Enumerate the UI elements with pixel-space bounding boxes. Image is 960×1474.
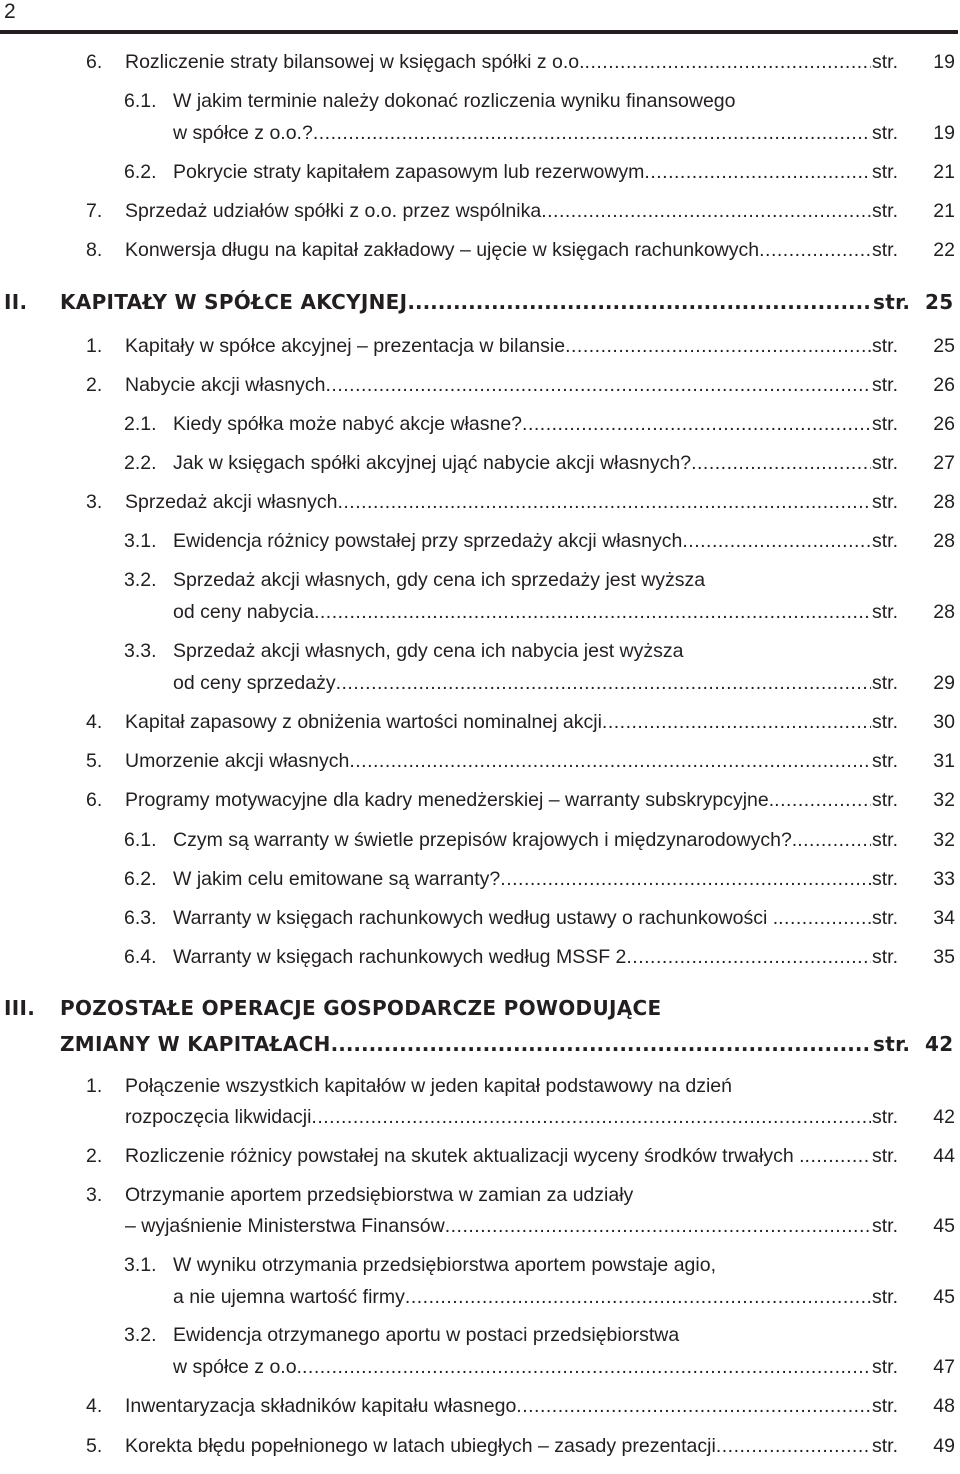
toc-entry-title: Sprzedaż udziałów spółki z o.o. przez wspólnika: [125, 200, 542, 222]
toc-entry-title: rozpoczęcia likwidacji: [125, 1106, 312, 1128]
toc-page-number: 49: [933, 1435, 955, 1457]
dot-leader: [691, 451, 871, 475]
toc-page-number: 19: [933, 51, 955, 73]
page-label: str.: [872, 1395, 899, 1417]
dot-leader: [349, 749, 871, 773]
page-label: str.: [872, 750, 899, 772]
toc-entry-title-line: Otrzymanie aportem przedsiębiorstwa w zamian za udziały: [125, 1184, 634, 1206]
toc-entry-number: 8.: [86, 239, 103, 261]
page-label: str.: [872, 789, 899, 811]
dot-leader: [602, 710, 871, 734]
toc-entry-number: 3.: [86, 491, 103, 513]
toc-page-number: 28: [933, 601, 955, 623]
page-label: str.: [872, 711, 899, 733]
toc-page-number: 21: [933, 200, 955, 222]
dot-leader: [326, 373, 872, 397]
page-label: str.: [872, 1145, 899, 1167]
toc-entry-number: 6.: [86, 789, 103, 811]
page-label: str.: [872, 335, 899, 357]
toc-entry-number: 5.: [86, 750, 103, 772]
toc-entry-title-line: W jakim terminie należy dokonać rozliczenia wyniku finansowego: [173, 90, 736, 112]
toc-entry-title: ZMIANY W KAPITAŁACH: [60, 1032, 331, 1056]
toc-page-number: 25: [933, 335, 955, 357]
dot-leader: [331, 1032, 872, 1056]
page-label: str.: [872, 1106, 899, 1128]
toc-entry-title-line: POZOSTAŁE OPERACJE GOSPODARCZE POWODUJĄCE: [60, 996, 662, 1020]
toc-page-number: 22: [933, 239, 955, 261]
toc-entry-number: 6.3.: [124, 907, 157, 929]
toc-entry-number: 1.: [86, 1075, 103, 1097]
page-label: str.: [872, 1356, 899, 1378]
page-label: str.: [872, 601, 899, 623]
toc-entry-title: Kapitał zapasowy z obniżenia wartości nominalnej akcji: [125, 711, 602, 733]
toc-page-number: 33: [933, 868, 955, 890]
dot-leader: [778, 906, 871, 930]
toc-page-number: 42: [933, 1106, 955, 1128]
toc-page-number: 29: [933, 672, 955, 694]
page-label: str.: [872, 1435, 899, 1457]
dot-leader: [445, 1214, 871, 1238]
toc-page-number: 47: [933, 1356, 955, 1378]
toc-entry-title: Warranty w księgach rachunkowych według ustawy o rachunkowości .: [173, 907, 779, 929]
toc-entry-title: Czym są warranty w świetle przepisów krajowych i międzynarodowych?.: [173, 829, 798, 851]
toc-entry-title: Ewidencja różnicy powstałej przy sprzedaży akcji własnych: [173, 530, 683, 552]
toc-page-number: 26: [933, 374, 955, 396]
dot-leader: [774, 788, 871, 812]
toc-entry-title-line: W wyniku otrzymania przedsiębiorstwa aportem powstaje agio,: [173, 1254, 716, 1276]
toc-entry-title: Warranty w księgach rachunkowych według MSSF 2: [173, 946, 627, 968]
toc-entry-title-line: Sprzedaż akcji własnych, gdy cena ich nabycia jest wyższa: [173, 640, 684, 662]
toc-entry-title: Kiedy spółka może nabyć akcje własne?: [173, 413, 523, 435]
dot-leader: [405, 1285, 871, 1309]
toc-entry-title: od ceny nabycia: [173, 601, 314, 623]
toc-entry-title: Inwentaryzacja składników kapitału własnego: [125, 1395, 517, 1417]
dot-leader: [797, 828, 871, 852]
toc-entry-title: Kapitały w spółce akcyjnej – prezentacja w bilansie: [125, 335, 566, 357]
toc-entry-title: a nie ujemna wartość firmy: [173, 1286, 405, 1308]
page-label: str.: [873, 1032, 911, 1056]
toc-page-number: 42: [925, 1032, 954, 1056]
dot-leader: [313, 121, 871, 145]
toc-entry-number: II.: [4, 290, 28, 314]
toc-page-number: 35: [933, 946, 955, 968]
toc-page-number: 19: [933, 122, 955, 144]
dot-leader: [522, 412, 871, 436]
toc-entry-title: Programy motywacyjne dla kadry menedżerskiej – warranty subskrypcyjne.: [125, 789, 775, 811]
toc-entry-number: 7.: [86, 200, 103, 222]
toc-page-number: 28: [933, 530, 955, 552]
page-label: str.: [872, 1286, 899, 1308]
page-label: str.: [872, 946, 899, 968]
page-label: str.: [873, 290, 911, 314]
toc-entry-number: 6.2.: [124, 161, 157, 183]
dot-leader: [759, 238, 871, 262]
toc-entry-number: 6.1.: [124, 90, 157, 112]
toc-entry-number: 6.2.: [124, 868, 157, 890]
dot-leader: [716, 1434, 871, 1458]
dot-leader: [302, 1355, 871, 1379]
page-label: str.: [872, 1215, 899, 1237]
toc-entry-number: 6.: [86, 51, 103, 73]
toc-entry-number: 3.2.: [124, 569, 157, 591]
toc-page-number: 48: [933, 1395, 955, 1417]
toc-entry-title: Pokrycie straty kapitałem zapasowym lub rezerwowym: [173, 161, 645, 183]
dot-leader: [585, 50, 871, 74]
page-label: str.: [872, 161, 899, 183]
toc-entry-number: 3.2.: [124, 1324, 157, 1346]
toc-entry-number: 4.: [86, 1395, 103, 1417]
dot-leader: [336, 671, 871, 695]
page-label: str.: [872, 868, 899, 890]
toc-page-number: 44: [933, 1145, 955, 1167]
toc-entry-title: Korekta błędu popełnionego w latach ubiegłych – zasady prezentacji: [125, 1435, 716, 1457]
toc-entry-title: Umorzenie akcji własnych: [125, 750, 350, 772]
toc-entry-number: 6.1.: [124, 829, 157, 851]
toc-entry-number: 5.: [86, 1435, 103, 1457]
dot-leader: [682, 529, 871, 553]
toc-entry-number: 3.: [86, 1184, 103, 1206]
page-label: str.: [872, 374, 899, 396]
dot-leader: [626, 945, 871, 969]
page-label: str.: [872, 122, 899, 144]
toc-page-number: 26: [933, 413, 955, 435]
page-label: str.: [872, 239, 899, 261]
toc-page-number: 25: [925, 290, 954, 314]
dot-leader: [644, 160, 871, 184]
toc-entry-number: 2.: [86, 1145, 103, 1167]
toc-entry-title: KAPITAŁY W SPÓŁCE AKCYJNEJ: [60, 290, 408, 314]
toc-entry-title: Konwersja długu na kapitał zakładowy – ujęcie w księgach rachunkowych: [125, 239, 760, 261]
toc-page-number: 21: [933, 161, 955, 183]
page-label: str.: [872, 491, 899, 513]
toc-entry-number: 4.: [86, 711, 103, 733]
toc-entry-title: od ceny sprzedaży: [173, 672, 336, 694]
toc-entry-title: Jak w księgach spółki akcyjnej ująć nabycie akcji własnych?: [173, 452, 692, 474]
dot-leader: [500, 867, 871, 891]
dot-leader: [314, 600, 871, 624]
toc-page-number: 27: [933, 452, 955, 474]
toc-entry-number: III.: [4, 996, 36, 1020]
toc-entry-number: 3.1.: [124, 1254, 157, 1276]
dot-leader: [407, 290, 872, 314]
page-label: str.: [872, 530, 899, 552]
toc-page-number: 45: [933, 1215, 955, 1237]
toc-entry-number: 6.4.: [124, 946, 157, 968]
toc-entry-title: W jakim celu emitowane są warranty?: [173, 868, 501, 890]
page-label: str.: [872, 907, 899, 929]
dot-leader: [337, 490, 871, 514]
toc-entry-title: Rozliczenie straty bilansowej w księgach spółki z o.o.: [125, 51, 585, 73]
toc-entry-title-line: Połączenie wszystkich kapitałów w jeden kapitał podstawowy na dzień: [125, 1075, 732, 1097]
toc-page-number: 28: [933, 491, 955, 513]
toc-entry-title-line: Ewidencja otrzymanego aportu w postaci przedsiębiorstwa: [173, 1324, 680, 1346]
toc-page-number: 31: [933, 750, 955, 772]
page-number: 2: [4, 0, 16, 23]
toc-entry-number: 2.: [86, 374, 103, 396]
toc-page-number: 34: [933, 907, 955, 929]
dot-leader: [805, 1144, 871, 1168]
toc-entry-title: w spółce z o.o.?: [173, 122, 313, 144]
dot-leader: [565, 334, 871, 358]
toc-entry-number: 3.1.: [124, 530, 157, 552]
page-label: str.: [872, 51, 899, 73]
page-label: str.: [872, 829, 899, 851]
toc-entry-number: 2.2.: [124, 452, 157, 474]
toc-entry-title: Rozliczenie różnicy powstałej na skutek aktualizacji wyceny środków trwałych .: [125, 1145, 805, 1167]
dot-leader: [541, 199, 871, 223]
toc-entry-number: 2.1.: [124, 413, 157, 435]
toc-entry-title: Sprzedaż akcji własnych: [125, 491, 338, 513]
dot-leader: [311, 1105, 871, 1129]
toc-page-number: 45: [933, 1286, 955, 1308]
toc-entry-title: – wyjaśnienie Ministerstwa Finansów: [125, 1215, 445, 1237]
toc-entry-title-line: Sprzedaż akcji własnych, gdy cena ich sprzedaży jest wyższa: [173, 569, 706, 591]
toc-entry-number: 1.: [86, 335, 103, 357]
page-label: str.: [872, 200, 899, 222]
page-label: str.: [872, 452, 899, 474]
page-label: str.: [872, 672, 899, 694]
toc-page-number: 32: [933, 789, 955, 811]
toc-entry-title: Nabycie akcji własnych: [125, 374, 326, 396]
page-label: str.: [872, 413, 899, 435]
toc-page-number: 32: [933, 829, 955, 851]
toc-page-number: 30: [933, 711, 955, 733]
toc-entry-title: w spółce z o.o.: [173, 1356, 302, 1378]
dot-leader: [516, 1394, 871, 1418]
toc-entry-number: 3.3.: [124, 640, 157, 662]
